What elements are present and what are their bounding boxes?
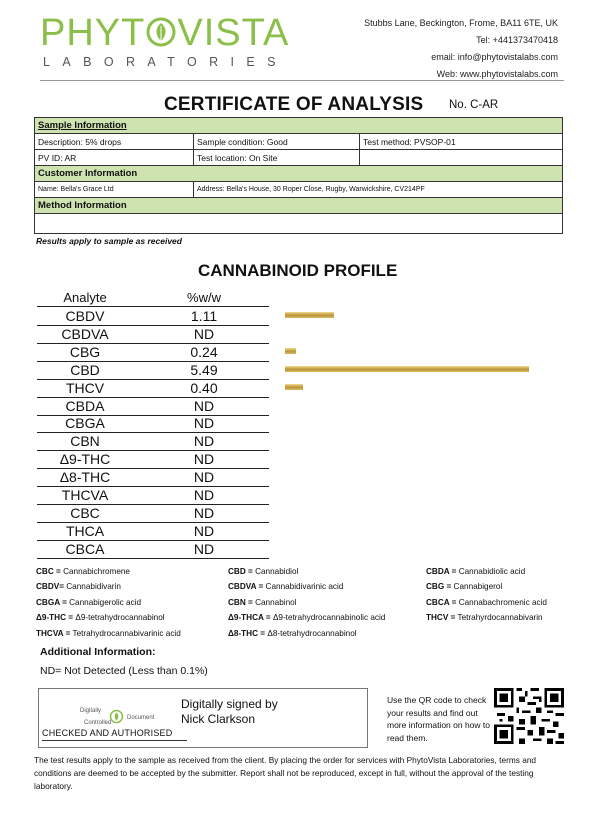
qr-code-icon [494, 688, 564, 744]
profile-row [37, 361, 269, 380]
header-divider [40, 80, 564, 81]
signer-name: Nick Clarkson [181, 712, 256, 726]
abbreviation-name: Tetrahydrocannabivarinic acid [72, 628, 181, 638]
abbreviation-name: Cannabinol [255, 597, 297, 607]
analyte-value: 5.49 [190, 361, 218, 378]
sample-description: Description: 5% drops [35, 134, 194, 150]
abbreviation-code: CBDVA = [228, 582, 264, 592]
profile-row [37, 468, 269, 487]
analyte-name: CBDA [65, 397, 105, 414]
abbreviation-name: Δ9-tetrahydrocannabinol [75, 613, 165, 623]
email-address: email: info@phytovistalabs.com [431, 52, 558, 62]
analyte-value: 1.11 [190, 308, 218, 324]
profile-bar [285, 384, 303, 390]
abbreviation-item [228, 595, 297, 611]
analyte-name: CBN [70, 433, 100, 450]
abbreviation-name: Cannabichromene [63, 567, 130, 576]
sample-info-header [35, 118, 563, 134]
footer-disclaimer: The test results apply to the sample as received from the client. By placing the order for services with PhytoVista Laboratories, terms and conditions are deemed to be accepted by the submitter. Report shall not be reproduced, except in full, without the approval of the testing laboratory. [34, 755, 537, 791]
abbreviation-code: CBD = [228, 567, 253, 576]
stamp-digitally: Digitally [80, 708, 102, 714]
analyte-value: ND [193, 397, 215, 414]
profile-row [37, 540, 269, 559]
logo-text-part1: PHYT [40, 12, 146, 54]
abbreviation-item [36, 595, 141, 611]
profile-title: CANNABINOID PROFILE [198, 261, 398, 280]
stamp-leaf-icon [109, 709, 124, 729]
analyte-value: ND [193, 469, 215, 486]
abbreviation-code: Δ8-THC = [228, 628, 266, 638]
abbreviation-name: Cannabigerolic acid [69, 597, 142, 607]
analyte-value: ND [193, 415, 215, 432]
analyte-name: CBCA [65, 540, 105, 557]
certificate-title: CERTIFICATE OF ANALYSIS [164, 94, 424, 115]
abbreviation-name: Tetrahyrdocannabivarin [457, 613, 543, 623]
profile-row [37, 414, 269, 433]
profile-row [37, 522, 269, 541]
abbreviation-code: CBDV= [36, 582, 64, 592]
analyte-name: THCVA [61, 487, 109, 503]
abbreviation-name: Δ9-tetrahydrocannabinolic acid [272, 613, 386, 623]
profile-row [37, 397, 269, 416]
profile-row [37, 379, 269, 398]
analyte-value: 0.40 [190, 379, 218, 396]
abbreviation-code: CBGA = [36, 597, 67, 607]
analyte-name: CBD [70, 361, 100, 378]
test-method: Test method: PVSOP-01 [360, 134, 563, 150]
abbreviation-code: THCV = [426, 613, 456, 623]
analyte-value: ND [193, 504, 215, 521]
abbreviation-item [426, 610, 543, 626]
abbreviation-code: Δ9-THC = [36, 613, 74, 623]
abbreviation-name: Cannabidiol [255, 567, 299, 576]
abbreviation-item [36, 610, 165, 626]
certificate-number: No. C-AR [449, 99, 499, 111]
empty-cell [360, 150, 563, 166]
abbreviation-code: CBDA = [426, 567, 457, 576]
customer-name: Name: Bella's Grace Ltd [35, 182, 194, 198]
abbreviation-item [228, 626, 357, 642]
analyte-value: ND [193, 433, 215, 450]
profile-row [37, 450, 269, 469]
analyte-name: THCV [65, 379, 105, 396]
analyte-value: ND [193, 451, 215, 468]
signature-line [42, 740, 187, 741]
abbreviation-item [36, 626, 181, 642]
stamp-controlled: Controlled [84, 720, 112, 726]
abbreviation-item [36, 564, 130, 580]
abbreviation-code: CBG = [426, 582, 452, 592]
nd-definition: ND= Not Detected (Less than 0.1%) [40, 665, 208, 677]
analyte-value: ND [193, 325, 215, 342]
abbreviation-code: CBN = [228, 597, 253, 607]
abbreviation-name: Cannabidivarin [66, 582, 121, 592]
column-header-value: %w/w [187, 290, 221, 305]
pv-id: PV ID: AR [35, 150, 194, 166]
abbreviation-item [426, 579, 502, 595]
abbreviation-code: Δ9-THCA = [228, 613, 271, 623]
analyte-value: ND [193, 487, 215, 503]
checked-authorised: CHECKED AND AUTHORISED [42, 728, 173, 738]
address-line: Stubbs Lane, Beckington, Frome, BA11 6TE, UK [364, 18, 558, 28]
sample-info-table [34, 117, 563, 234]
sample-condition: Sample condition: Good [194, 134, 360, 150]
analyte-name: CBG [69, 343, 101, 360]
logo-text-part2: VISTA [177, 12, 290, 54]
abbreviation-name: Cannabigerol [453, 582, 503, 592]
logo-subtitle: LABORATORIES [43, 55, 288, 69]
profile-bar [285, 312, 334, 318]
abbreviation-name: Δ8-tetrahydrocannabinol [267, 628, 357, 638]
customer-address: Address: Bella's House, 30 Roper Close, Rugby, Warwickshire, CV214PF [194, 182, 563, 198]
profile-row [37, 504, 269, 523]
stamp-document: Document [127, 715, 155, 721]
profile-row [37, 307, 269, 326]
method-info-header: Method Information [35, 198, 563, 214]
leaf-icon [146, 15, 176, 55]
customer-info-header: Customer Information [35, 166, 563, 182]
qr-instructions: Use the QR code to check your results and find out more information on how to read them. [387, 695, 490, 743]
analyte-name: THCA [65, 522, 105, 539]
profile-bar [285, 366, 529, 372]
profile-row [37, 486, 269, 505]
analyte-name: CBC [70, 504, 100, 521]
analyte-name: Δ9-THC [59, 451, 111, 468]
profile-row [37, 343, 269, 362]
analyte-value: 0.24 [190, 343, 218, 360]
profile-bar [285, 348, 296, 354]
abbreviation-item [228, 579, 343, 595]
method-info-body [35, 214, 563, 234]
telephone: Tel: +441373470418 [476, 35, 558, 45]
abbreviation-item [426, 564, 525, 580]
abbreviation-code: CBC = [36, 567, 61, 576]
website: Web: www.phytovistalabs.com [436, 69, 558, 79]
profile-row [37, 325, 269, 344]
results-note: Results apply to sample as received [36, 236, 182, 246]
abbreviation-code: THCVA = [36, 628, 71, 638]
analyte-value: ND [193, 522, 215, 539]
abbreviation-item [228, 564, 298, 580]
analyte-name: CBGA [65, 415, 105, 432]
company-address-block [364, 15, 558, 83]
abbreviation-code: CBCA = [426, 597, 457, 607]
abbreviation-name: Cannabachromenic acid [458, 597, 547, 607]
abbreviation-item [426, 595, 547, 611]
additional-info-title: Additional Information: [40, 646, 156, 658]
abbreviation-item [36, 579, 121, 595]
analyte-name: Δ8-THC [59, 469, 111, 486]
analyte-name: CBDVA [61, 325, 109, 342]
abbreviation-name: Cannabidivarinic acid [265, 582, 344, 592]
profile-row [37, 432, 269, 451]
company-logo [40, 13, 289, 55]
qr-code[interactable] [494, 688, 564, 744]
abbreviation-name: Cannabidiolic acid [458, 567, 526, 576]
sample-info-title: Sample Information [38, 120, 127, 131]
column-header-analyte: Analyte [63, 290, 107, 305]
analyte-name: CBDV [65, 308, 105, 324]
digitally-signed-label: Digitally signed by [181, 697, 278, 711]
digital-signature [181, 697, 278, 727]
analyte-value: ND [193, 540, 215, 557]
abbreviation-item [228, 610, 385, 626]
test-location: Test location: On Site [194, 150, 360, 166]
